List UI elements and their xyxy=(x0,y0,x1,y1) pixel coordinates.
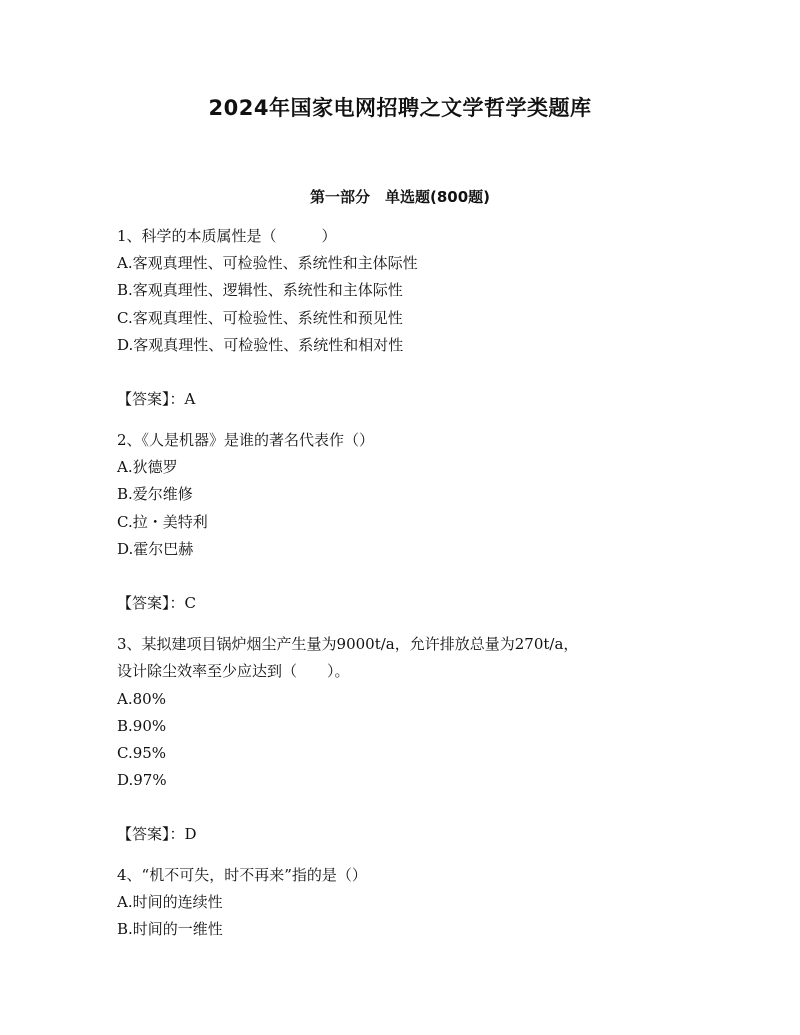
question-4-option-a: A.时间的连续性 xyxy=(117,893,223,911)
question-3-stem-line-2: 设计除尘效率至少应达到（ ）。 xyxy=(117,662,350,680)
question-4-stem: 4、“机不可失，时不再来”指的是（） xyxy=(117,866,367,884)
question-3-option-d: D.97% xyxy=(117,771,167,789)
question-3-option-a: A.80% xyxy=(117,690,166,708)
question-2-option-b: B.爱尔维修 xyxy=(117,485,193,503)
question-1-stem: 1、科学的本质属性是（ ） xyxy=(117,227,337,245)
question-2-option-d: D.霍尔巴赫 xyxy=(117,540,194,558)
question-1-answer: 【答案】：A xyxy=(117,390,196,408)
question-3-answer: 【答案】：D xyxy=(117,825,197,843)
question-1-option-c: C.客观真理性、可检验性、系统性和预见性 xyxy=(117,309,403,327)
question-3-stem: 3、某拟建项目锅炉烟尘产生量为9000t/a，允许排放总量为270t/a， xyxy=(117,635,579,653)
document-title: 2024年国家电网招聘之文学哲学类题库 xyxy=(208,96,592,120)
question-3-option-c: C.95% xyxy=(117,744,167,762)
question-1-option-b: B.客观真理性、逻辑性、系统性和主体际性 xyxy=(117,281,403,299)
question-1-option-a: A.客观真理性、可检验性、系统性和主体际性 xyxy=(117,254,418,272)
question-2-option-c: C.拉・美特利 xyxy=(117,513,208,531)
question-2-answer: 【答案】：C xyxy=(117,594,196,612)
question-1-option-d: D.客观真理性、可检验性、系统性和相对性 xyxy=(117,336,404,354)
question-2-option-a: A.狄德罗 xyxy=(117,458,178,476)
section-title: 第一部分 单选题(800题) xyxy=(309,188,491,206)
question-3-option-b: B.90% xyxy=(117,717,167,735)
question-2-stem: 2、《人是机器》是谁的著名代表作（） xyxy=(117,431,375,449)
question-4-option-b: B.时间的一维性 xyxy=(117,920,223,938)
